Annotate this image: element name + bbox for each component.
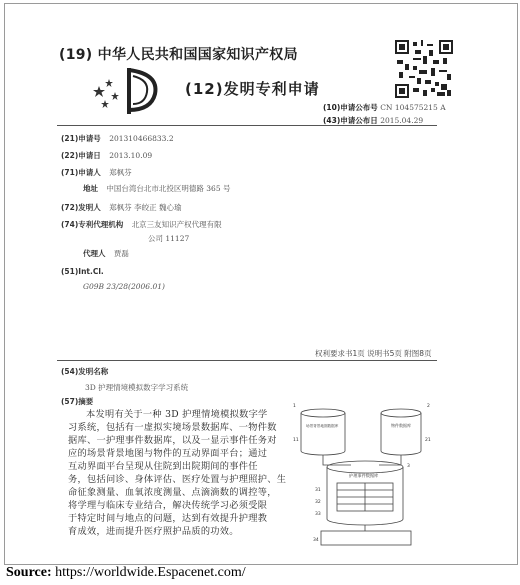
ref-numeral: 21 bbox=[425, 438, 431, 443]
address-value: 中国台湾台北市北投区明德路 365 号 bbox=[106, 184, 231, 193]
pub-no-value: CN 104575215 A bbox=[380, 103, 446, 112]
ref-numeral: 2 bbox=[427, 404, 430, 409]
applicant-label: (71)申请人 bbox=[61, 168, 101, 177]
abstract-label: (57)摘要 bbox=[61, 397, 94, 406]
abstract-line: 于特定时间与地点的问题，达到有效提升护理教 bbox=[68, 513, 268, 524]
intcl-value-row bbox=[83, 282, 165, 291]
document-kind-label: 发明专利申请 bbox=[223, 80, 320, 98]
office-header bbox=[59, 44, 298, 64]
address-field bbox=[83, 183, 230, 194]
inventor-value: 郑枫芬 李皎正 魏心瑜 bbox=[109, 203, 182, 212]
abstract-line: 命征象测量、血氧浓度测量、点滴滴数的调控等， bbox=[68, 487, 277, 498]
object-database-cylinder bbox=[381, 409, 421, 455]
agency-label: (74)专利代理机构 bbox=[61, 220, 124, 229]
app-no-value: 201310466833.2 bbox=[109, 134, 174, 143]
source-label: Source: bbox=[6, 565, 52, 580]
representative-drawing bbox=[291, 401, 441, 551]
abstract-line: 务，包括问诊、身体评估、医疗处置与护理照护、生 bbox=[68, 474, 287, 485]
abstract-line: 育成效，进而提升医疗照护品质的功效。 bbox=[68, 526, 239, 537]
abstract-line: 将学理与临床专业结合，解决传统学习必须受限 bbox=[68, 500, 268, 511]
ref-numeral: 31 bbox=[315, 488, 321, 493]
intcl-value: G09B 23/28(2006.01) bbox=[83, 282, 165, 291]
agent-label: 代理人 bbox=[83, 249, 106, 258]
app-date-label: (22)申请日 bbox=[61, 151, 101, 160]
header-divider bbox=[57, 125, 437, 126]
source-caption bbox=[6, 565, 246, 581]
address-label: 地址 bbox=[83, 184, 98, 193]
center-box-label: 护理事件数据库 bbox=[349, 473, 379, 478]
ref-numeral: 1 bbox=[293, 404, 296, 409]
application-number-field bbox=[61, 133, 174, 144]
inventor-label: (72)发明人 bbox=[61, 203, 101, 212]
abstract-line: 互动界面平台呈现从住院到出院期间的事件任 bbox=[68, 461, 258, 472]
interface-platform bbox=[321, 525, 411, 545]
app-date-value: 2013.10.09 bbox=[109, 151, 153, 160]
agency-value-line2: 公司 11127 bbox=[148, 234, 190, 243]
agency-field-continued bbox=[148, 233, 189, 244]
invention-title-label: (54)发明名称 bbox=[61, 367, 109, 376]
abstract-line: 习系统，包括有一虚拟实境场景数据库、一物件数 bbox=[68, 422, 277, 433]
ref-numeral: 32 bbox=[315, 500, 321, 505]
cnipa-logo bbox=[93, 64, 165, 116]
pub-date-value: 2015.04.29 bbox=[380, 116, 424, 125]
ref-numeral: 3 bbox=[407, 464, 410, 469]
scene-database-cylinder bbox=[301, 409, 345, 455]
intcl-field bbox=[61, 267, 104, 276]
source-link[interactable]: https://worldwide.Espacenet.com/ bbox=[55, 565, 246, 580]
abstract-line: 本发明有关于一种 3D 护理情境模拟数字学 bbox=[86, 409, 268, 420]
document-kind-code: (12) bbox=[185, 80, 224, 98]
office-code: (19) bbox=[59, 47, 93, 63]
ref-numeral: 33 bbox=[315, 512, 321, 517]
office-name: 中华人民共和国国家知识产权局 bbox=[97, 47, 298, 63]
applicant-field bbox=[61, 167, 132, 178]
agent-value: 贾磊 bbox=[113, 249, 129, 258]
pages-summary: 权利要求书1页 说明书5页 附图8页 bbox=[315, 349, 432, 358]
abstract-line: 应的场景背景地图与物件的互动界面平台；通过 bbox=[68, 448, 268, 459]
qr-code-icon bbox=[395, 40, 453, 98]
summary-divider bbox=[57, 360, 437, 361]
ref-numeral: 34 bbox=[313, 538, 319, 543]
invention-title: 3D 护理情境模拟数字学习系统 bbox=[85, 383, 189, 392]
event-database-cylinder bbox=[327, 461, 403, 525]
app-no-label: (21)申请号 bbox=[61, 134, 101, 143]
inventor-field bbox=[61, 202, 181, 213]
agency-field bbox=[61, 219, 222, 230]
abstract-line: 据库、一护理事件数据库，以及一显示事件任务对 bbox=[68, 435, 277, 446]
document-kind bbox=[185, 78, 320, 99]
application-date-field bbox=[61, 150, 152, 161]
intcl-label: (51)Int.Cl. bbox=[61, 267, 104, 276]
publication-number bbox=[323, 102, 446, 113]
patent-front-page bbox=[4, 3, 518, 565]
pub-no-label: (10)申请公布号 bbox=[323, 103, 378, 112]
box2-label: 物件数据库 bbox=[391, 423, 411, 428]
agency-value-line1: 北京三友知识产权代理有限 bbox=[131, 220, 222, 229]
agent-field bbox=[83, 248, 129, 259]
box1-label: 场景背景地图数据库 bbox=[306, 424, 339, 428]
ref-numeral: 11 bbox=[293, 438, 299, 443]
pub-date-label: (43)申请公布日 bbox=[323, 116, 378, 125]
applicant-value: 郑枫芬 bbox=[109, 168, 132, 177]
